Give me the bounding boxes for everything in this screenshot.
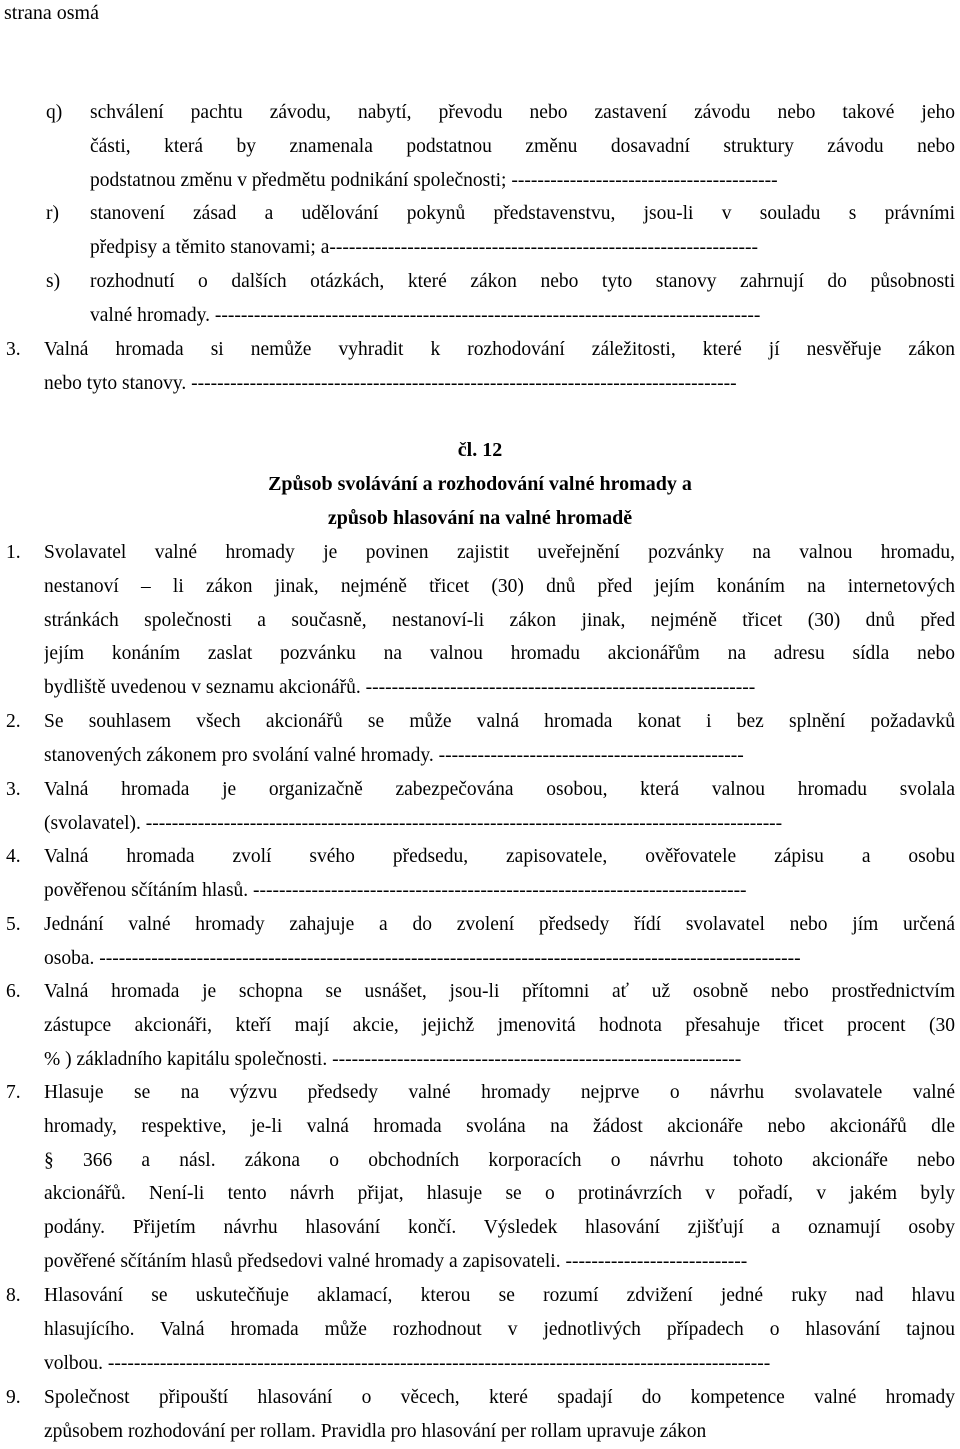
text-line: podány. Přijetím návrhu hlasování končí. Výsledek hlasování zjišťují a oznamují osoby [44, 1217, 955, 1239]
item-text [44, 1381, 955, 1449]
item-text [44, 1076, 955, 1279]
text-line: stanovených zákonem pro svolání valné hromady. ----------------------------------------------- [44, 744, 744, 766]
text-line: Valná hromada zvolí svého předsedu, zapisovatele, ověřovatele zápisu a osobu [44, 846, 955, 867]
text-line: pověřené sčítáním hlasů předsedovi valné hromady a zapisovateli. ---------------------------- [44, 1250, 748, 1272]
text-line: způsobem rozhodování per rollam. Pravidla pro hlasování per rollam upravuje zákon [44, 1420, 707, 1442]
text-line: osoba. ------------------------------------------------------------------------------------------------------------ [44, 947, 801, 969]
text-line: Valná hromada je organizačně zabezpečována osobou, která valnou hromadu svolala [44, 779, 955, 800]
item-text [44, 975, 955, 1076]
item-text [90, 96, 955, 197]
text-line: § 366 a násl. zákona o obchodních korporacích o návrhu tohoto akcionáře nebo [44, 1149, 955, 1171]
text-line: Valná hromada si nemůže vyhradit k rozhodování záležitosti, které jí nesvěřuje zákon [44, 339, 955, 360]
text-line: předpisy a těmito stanovami; a------------------------------------------------------------------ [90, 236, 758, 258]
item-label: 2. [6, 711, 21, 732]
item-label: 9. [6, 1387, 21, 1408]
item-label: 3. [6, 779, 21, 800]
text-line: nestanoví – li zákon jinak, nejméně třicet (30) dnů před jejím konáním na internetových [44, 575, 955, 597]
text-line: akcionářů. Není-li tento návrh přijat, hlasuje se o protinávrzích v pořadí, v jakém byly [44, 1183, 955, 1205]
text-line: (svolavatel). -------------------------------------------------------------------------------------------------- [44, 812, 783, 834]
item-text [90, 265, 955, 333]
item-label: r) [46, 203, 59, 224]
text-line: pověřenou sčítáním hlasů. ---------------------------------------------------------------------------- [44, 879, 747, 901]
text-line: valné hromady. ------------------------------------------------------------------------------------ [90, 304, 761, 326]
text-line: % ) základního kapitálu společnosti. --------------------------------------------------------------- [44, 1048, 742, 1070]
text-line: části, která by znamenala podstatnou změnu dosavadní struktury závodu nebo [90, 135, 955, 157]
item-text [44, 773, 955, 841]
text-line: Valná hromada je schopna se usnášet, jsou-li přítomni ať už osobně nebo prostřednictvím [44, 981, 955, 1002]
text-line: stanovení zásad a udělování pokynů představenstvu, jsou-li v souladu s právními [90, 203, 955, 224]
text-line: Společnost připouští hlasování o věcech, které spadají do kompetence valné hromady [44, 1387, 955, 1408]
item-label: q) [46, 102, 63, 123]
text-line: Hlasuje se na výzvu předsedy valné hromady nejprve o návrhu svolavatele valné [44, 1082, 955, 1103]
item-label: 5. [6, 914, 21, 935]
item-label: 6. [6, 981, 21, 1002]
text-line: Svolavatel valné hromady je povinen zajistit uveřejnění pozvánky na valnou hromadu, [44, 542, 955, 563]
item-label: 7. [6, 1082, 21, 1103]
text-line: Hlasování se uskutečňuje aklamací, kterou se rozumí zdvižení jedné ruky nad hlavu [44, 1285, 955, 1306]
text-line: volbou. ------------------------------------------------------------------------------------------------------ [44, 1352, 771, 1374]
page-header: strana osmá [4, 2, 99, 24]
item-label: s) [46, 271, 61, 292]
item-label: 3. [6, 339, 21, 360]
item-label: 8. [6, 1285, 21, 1306]
text-line: Jednání valné hromady zahajuje a do zvolení předsedy řídí svolavatel nebo jím určená [44, 914, 955, 935]
text-line: rozhodnutí o dalších otázkách, které zákon nebo tyto stanovy zahrnují do působnosti [90, 271, 955, 292]
text-line: hromady, respektive, je-li valná hromada svolána na žádost akcionáře nebo akcionářů dle [44, 1115, 955, 1137]
item-label: 4. [6, 846, 21, 867]
text-line: schválení pachtu závodu, nabytí, převodu nebo zastavení závodu nebo takové jeho [90, 102, 955, 123]
item-text [44, 705, 955, 773]
item-text [44, 908, 955, 976]
item-text [90, 197, 955, 265]
text-line: Se souhlasem všech akcionářů se může valná hromada konat i bez splnění požadavků [44, 711, 955, 732]
article-number: čl. 12 [457, 439, 503, 461]
text-line: zástupce akcionáři, kteří mají akcie, jejichž jmenovitá hodnota přesahuje třicet procent (30 [44, 1014, 955, 1036]
article-title-line2: způsob hlasování na valné hromadě [327, 507, 633, 529]
item-text [44, 536, 955, 705]
item-label: 1. [6, 542, 21, 563]
text-line: podstatnou změnu v předmětu podnikání společnosti; ----------------------------------------- [90, 169, 778, 191]
text-line: hlasujícího. Valná hromada může rozhodnout v jednotlivých případech o hlasování tajnou [44, 1318, 955, 1340]
item-text [44, 333, 955, 401]
article-title-line1: Způsob svolávání a rozhodování valné hromady a [268, 473, 692, 495]
text-line: bydliště uvedenou v seznamu akcionářů. ------------------------------------------------------------ [44, 677, 756, 699]
item-text [44, 840, 955, 908]
text-line: stránkách společnosti a současně, nestanoví-li zákon jinak, nejméně třicet (30) dnů před [44, 609, 955, 631]
item-text [44, 1279, 955, 1380]
text-line: jejím konáním zaslat pozvánku na valnou hromadu akcionářům na adresu sídla nebo [44, 643, 955, 665]
text-line: nebo tyto stanovy. ------------------------------------------------------------------------------------ [44, 372, 737, 394]
